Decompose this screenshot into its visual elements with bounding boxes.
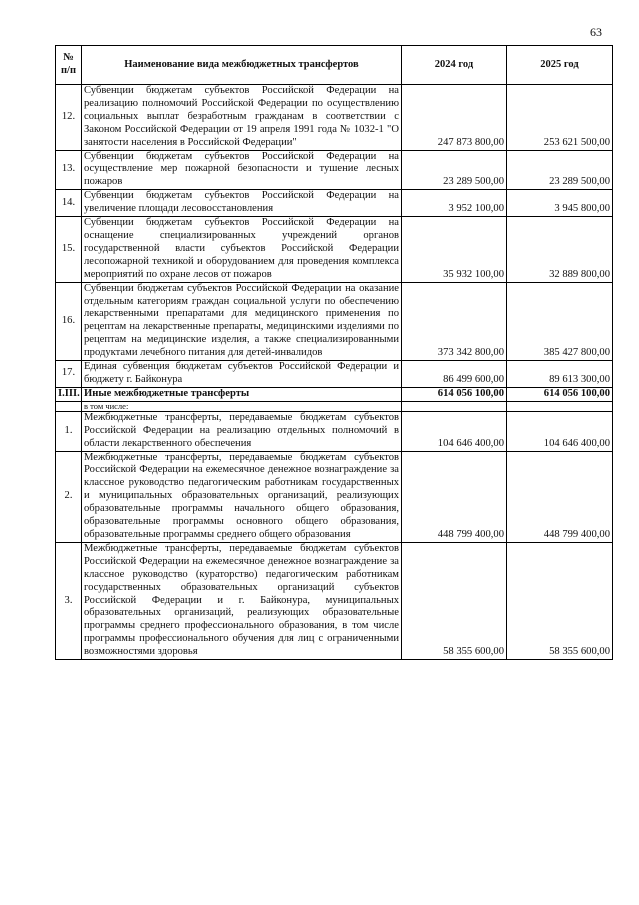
page-number: 63	[590, 25, 602, 39]
row-number: 3.	[56, 542, 82, 659]
row-name: Субвенции бюджетам субъектов Российской Федерации на реализацию полномочий Российской Федерации по осуществлению социальных выплат безработным гражданам в соответствии с Законом Российской Федерации от 19 апреля 1991 года № 1032-1 "О занятости населения в Российской Федерации"	[82, 85, 402, 151]
row-amount-2025: 253 621 500,00	[507, 85, 613, 151]
row-amount-2025: 3 945 800,00	[507, 190, 613, 217]
table-row	[56, 411, 613, 451]
table-row	[56, 451, 613, 542]
row-amount-2025: 104 646 400,00	[507, 411, 613, 451]
row-number: 17.	[56, 361, 82, 388]
row-name: Межбюджетные трансферты, передаваемые бюджетам субъектов Российской Федерации на ежемесячное денежное вознаграждение за классное руководство (кураторство) педагогическим работникам государственных образовательных организаций субъектов Российской Федерации и г. Байконура, муниципальных образовательных организаций, реализующих образовательные программы среднего профессионального образования, в том числе программы профессионального обучения для лиц с ограниченными возможностями здоровья	[82, 542, 402, 659]
row-amount-2024: 35 932 100,00	[402, 217, 507, 283]
table-row	[56, 150, 613, 190]
row-amount-2024: 373 342 800,00	[402, 282, 507, 360]
table-row	[56, 542, 613, 659]
row-name: Субвенции бюджетам субъектов Российской Федерации на осуществление мер пожарной безопасности и тушение лесных пожаров	[82, 150, 402, 190]
row-amount-2024: 104 646 400,00	[402, 411, 507, 451]
row-name: Субвенции бюджетам субъектов Российской Федерации на оснащение специализированных учреждений органов государственной власти субъектов Российской Федерации лесопожарной техникой и оборудованием для проведения комплекса мероприятий по охране лесов от пожаров	[82, 217, 402, 283]
row-name: Межбюджетные трансферты, передаваемые бюджетам субъектов Российской Федерации на ежемесячное денежное вознаграждение за классное руководство педагогическим работникам государственных и муниципальных образовательных организаций, реализующих образовательные программы начального общего образования, образовательные программы основного общего образования, образовательные программы среднего общего образования	[82, 451, 402, 542]
row-number: 15.	[56, 217, 82, 283]
table-row	[56, 217, 613, 283]
row-number: 14.	[56, 190, 82, 217]
section-name: Иные межбюджетные трансферты	[82, 387, 402, 401]
row-amount-2024: 247 873 800,00	[402, 85, 507, 151]
row-name: Субвенции бюджетам субъектов Российской Федерации на оказание отдельным категориям граждан социальной услуги по обеспечению лекарственными препаратами для медицинского применения по рецептам на лекарственные препараты, медицинскими изделиями по рецептам на медицинские изделия, а также специализированными продуктами лечебного питания для детей-инвалидов	[82, 282, 402, 360]
row-amount-2025: 58 355 600,00	[507, 542, 613, 659]
row-amount-2025: 448 799 400,00	[507, 451, 613, 542]
section-total-row	[56, 387, 613, 401]
column-header-2025: 2025 год	[507, 46, 613, 85]
note-row	[56, 401, 613, 411]
note-text: в том числе:	[82, 401, 402, 411]
row-number: 1.	[56, 411, 82, 451]
row-amount-2025: 32 889 800,00	[507, 217, 613, 283]
row-number: 16.	[56, 282, 82, 360]
section-amount-2025: 614 056 100,00	[507, 387, 613, 401]
row-amount-2024: 58 355 600,00	[402, 542, 507, 659]
column-header-num: № п/п	[56, 46, 82, 85]
row-amount-2024: 3 952 100,00	[402, 190, 507, 217]
row-amount-2024: 23 289 500,00	[402, 150, 507, 190]
row-amount-2024: 86 499 600,00	[402, 361, 507, 388]
transfers-table	[55, 45, 613, 660]
column-header-name: Наименование вида межбюджетных трансфертов	[82, 46, 402, 85]
row-name: Межбюджетные трансферты, передаваемые бюджетам субъектов Российской Федерации на реализацию отдельных полномочий в области лекарственного обеспечения	[82, 411, 402, 451]
section-number: I.III.	[56, 387, 82, 401]
table-row	[56, 190, 613, 217]
row-amount-2025: 89 613 300,00	[507, 361, 613, 388]
table-header-row	[56, 46, 613, 85]
table-row	[56, 282, 613, 360]
section-amount-2024: 614 056 100,00	[402, 387, 507, 401]
row-number: 13.	[56, 150, 82, 190]
row-number: 12.	[56, 85, 82, 151]
row-number: 2.	[56, 451, 82, 542]
table-row	[56, 361, 613, 388]
row-name: Единая субвенция бюджетам субъектов Российской Федерации и бюджету г. Байконура	[82, 361, 402, 388]
row-amount-2025: 23 289 500,00	[507, 150, 613, 190]
row-amount-2024: 448 799 400,00	[402, 451, 507, 542]
table-row	[56, 85, 613, 151]
row-name: Субвенции бюджетам субъектов Российской Федерации на увеличение площади лесовосстановления	[82, 190, 402, 217]
column-header-2024: 2024 год	[402, 46, 507, 85]
row-amount-2025: 385 427 800,00	[507, 282, 613, 360]
